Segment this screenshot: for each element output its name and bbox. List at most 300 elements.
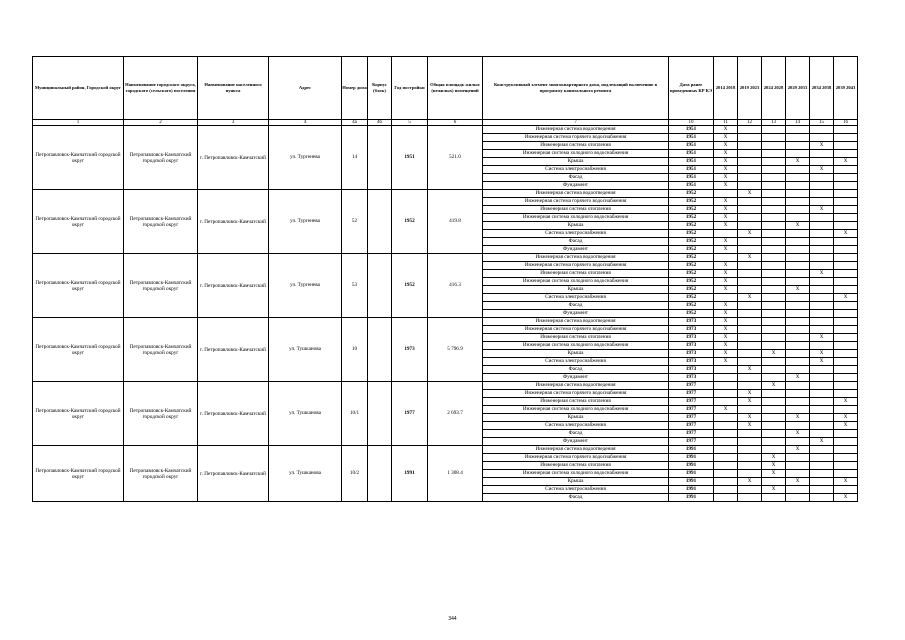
previous-repair-cell: 1952 (669, 246, 714, 254)
period-mark-cell (834, 486, 858, 494)
period-mark-cell (810, 278, 834, 286)
element-name-cell: Инженерная система холодного водоснабжения (483, 406, 669, 414)
period-mark-cell: X (786, 222, 810, 230)
period-mark-cell: X (714, 142, 738, 150)
previous-repair-cell: 1951 (669, 166, 714, 174)
previous-repair-cell: 1952 (669, 222, 714, 230)
period-mark-cell (810, 494, 834, 502)
period-mark-cell (834, 358, 858, 366)
period-mark-cell (810, 422, 834, 430)
element-name-cell: Инженерная система отопления (483, 334, 669, 342)
period-mark-cell (810, 382, 834, 390)
header-area: Общая площадь жилых (нежилых) помещений (428, 57, 483, 120)
previous-repair-cell: 1952 (669, 286, 714, 294)
previous-repair-cell: 1952 (669, 302, 714, 310)
period-mark-cell: X (834, 422, 858, 430)
period-mark-cell (738, 310, 762, 318)
period-mark-cell (810, 238, 834, 246)
page-number: 344 (448, 616, 457, 622)
period-mark-cell (738, 318, 762, 326)
period-mark-cell (786, 166, 810, 174)
period-mark-cell (810, 398, 834, 406)
period-mark-cell: X (786, 374, 810, 382)
period-mark-cell (762, 414, 786, 422)
locality-cell: г. Петропавловск-Камчатский (198, 382, 269, 446)
period-mark-cell (738, 286, 762, 294)
period-mark-cell: X (714, 310, 738, 318)
previous-repair-cell: 1973 (669, 318, 714, 326)
period-mark-cell (834, 278, 858, 286)
column-number: 4а (342, 120, 368, 126)
period-mark-cell (762, 494, 786, 502)
period-mark-cell (834, 166, 858, 174)
previous-repair-cell: 1973 (669, 358, 714, 366)
period-mark-cell (810, 406, 834, 414)
period-mark-cell (786, 254, 810, 262)
period-mark-cell: X (786, 158, 810, 166)
period-mark-cell: X (762, 350, 786, 358)
previous-repair-cell: 1951 (669, 142, 714, 150)
period-mark-cell (834, 366, 858, 374)
period-mark-cell (834, 198, 858, 206)
element-name-cell: Инженерная система отопления (483, 398, 669, 406)
period-mark-cell (762, 478, 786, 486)
header-period-2: 2019 2023 (738, 57, 762, 120)
header-year: Год постройки (392, 57, 428, 120)
period-mark-cell (714, 398, 738, 406)
element-name-cell: Крыша (483, 222, 669, 230)
element-name-cell: Инженерная система холодного водоснабжения (483, 278, 669, 286)
period-mark-cell (762, 190, 786, 198)
period-mark-cell (834, 302, 858, 310)
period-mark-cell (738, 238, 762, 246)
district-cell: Петропавловск-Камчатский городской округ (33, 382, 124, 446)
house-number-cell: 52 (342, 190, 368, 254)
period-mark-cell (762, 230, 786, 238)
previous-repair-cell: 1973 (669, 350, 714, 358)
element-name-cell: Система электроснабжения (483, 358, 669, 366)
period-mark-cell: X (762, 462, 786, 470)
period-mark-cell: X (714, 358, 738, 366)
period-mark-cell: X (786, 286, 810, 294)
previous-repair-cell: 1991 (669, 462, 714, 470)
column-number: 5 (392, 120, 428, 126)
settlement-cell: Петропавловск-Камчатский городской округ (124, 254, 198, 318)
previous-repair-cell: 1951 (669, 158, 714, 166)
period-mark-cell: X (762, 382, 786, 390)
district-cell: Петропавловск-Камчатский городской округ (33, 446, 124, 502)
address-cell: ул. Тушканова (269, 382, 342, 446)
period-mark-cell: X (834, 294, 858, 302)
address-cell: ул. Тургенева (269, 126, 342, 190)
header-period-1: 2014 2018 (714, 57, 738, 120)
block-cell (368, 382, 392, 446)
period-mark-cell (810, 342, 834, 350)
period-mark-cell (834, 462, 858, 470)
period-mark-cell (786, 366, 810, 374)
period-mark-cell (786, 350, 810, 358)
period-mark-cell (786, 326, 810, 334)
settlement-cell: Петропавловск-Камчатский городской округ (124, 318, 198, 382)
previous-repair-cell: 1977 (669, 414, 714, 422)
period-mark-cell (834, 454, 858, 462)
period-mark-cell: X (714, 158, 738, 166)
period-mark-cell (786, 438, 810, 446)
previous-repair-cell: 1951 (669, 134, 714, 142)
period-mark-cell (786, 494, 810, 502)
period-mark-cell (738, 222, 762, 230)
header-block: Корпус (блок) (368, 57, 392, 120)
address-cell: ул. Тургенева (269, 190, 342, 254)
period-mark-cell (738, 150, 762, 158)
period-mark-cell (810, 302, 834, 310)
previous-repair-cell: 1977 (669, 430, 714, 438)
element-name-cell: Инженерная система водоотведения (483, 382, 669, 390)
previous-repair-cell: 1952 (669, 190, 714, 198)
period-mark-cell (810, 150, 834, 158)
element-name-cell: Фундамент (483, 374, 669, 382)
period-mark-cell (762, 150, 786, 158)
previous-repair-cell: 1951 (669, 126, 714, 134)
period-mark-cell (762, 422, 786, 430)
period-mark-cell (714, 462, 738, 470)
header-element: Конструктивный элемент многоквартирного дома, подлежащий включению в программу капитального ремонта (483, 57, 669, 120)
period-mark-cell (714, 190, 738, 198)
period-mark-cell (762, 142, 786, 150)
element-name-cell: Инженерная система водоотведения (483, 254, 669, 262)
previous-repair-cell: 1952 (669, 206, 714, 214)
period-mark-cell (762, 238, 786, 246)
period-mark-cell (810, 222, 834, 230)
period-mark-cell (714, 374, 738, 382)
period-mark-cell (810, 198, 834, 206)
header-period-4: 2029 2033 (786, 57, 810, 120)
period-mark-cell (834, 134, 858, 142)
previous-repair-cell: 1977 (669, 422, 714, 430)
district-cell: Петропавловск-Камчатский городской округ (33, 190, 124, 254)
period-mark-cell (738, 382, 762, 390)
district-cell: Петропавловск-Камчатский городской округ (33, 318, 124, 382)
element-name-cell: Инженерная система горячего водоснабжения (483, 134, 669, 142)
table-row (33, 254, 858, 262)
period-mark-cell (738, 134, 762, 142)
column-number: 15 (810, 120, 834, 126)
period-mark-cell: X (714, 166, 738, 174)
period-mark-cell: X (714, 214, 738, 222)
period-mark-cell: X (786, 430, 810, 438)
period-mark-cell (762, 198, 786, 206)
period-mark-cell (738, 158, 762, 166)
period-mark-cell (786, 390, 810, 398)
previous-repair-cell: 1952 (669, 262, 714, 270)
period-mark-cell: X (714, 262, 738, 270)
header-period-6: 2039 2043 (834, 57, 858, 120)
period-mark-cell (762, 326, 786, 334)
period-mark-cell (810, 462, 834, 470)
period-mark-cell: X (810, 206, 834, 214)
period-mark-cell (834, 182, 858, 190)
period-mark-cell (834, 238, 858, 246)
period-mark-cell (834, 222, 858, 230)
element-name-cell: Инженерная система холодного водоснабжения (483, 214, 669, 222)
period-mark-cell (786, 150, 810, 158)
column-number: 7 (483, 120, 669, 126)
period-mark-cell (714, 294, 738, 302)
period-mark-cell (786, 398, 810, 406)
period-mark-cell (834, 350, 858, 358)
period-mark-cell: X (738, 398, 762, 406)
period-mark-cell (762, 206, 786, 214)
period-mark-cell (714, 446, 738, 454)
period-mark-cell: X (738, 230, 762, 238)
period-mark-cell (738, 166, 762, 174)
period-mark-cell (786, 486, 810, 494)
column-number: 12 (738, 120, 762, 126)
period-mark-cell (834, 318, 858, 326)
capital-repair-table (32, 56, 858, 502)
area-cell: 416.3 (428, 254, 483, 318)
period-mark-cell (738, 494, 762, 502)
element-name-cell: Инженерная система отопления (483, 462, 669, 470)
period-mark-cell (762, 366, 786, 374)
element-name-cell: Фундамент (483, 310, 669, 318)
period-mark-cell: X (738, 366, 762, 374)
period-mark-cell (714, 478, 738, 486)
period-mark-cell (786, 142, 810, 150)
period-mark-cell (738, 350, 762, 358)
period-mark-cell (810, 126, 834, 134)
element-name-cell: Крыша (483, 414, 669, 422)
period-mark-cell: X (834, 398, 858, 406)
element-name-cell: Крыша (483, 478, 669, 486)
house-number-cell: 10/2 (342, 446, 368, 502)
element-name-cell: Фасад (483, 366, 669, 374)
period-mark-cell (810, 158, 834, 166)
period-mark-cell (786, 358, 810, 366)
period-mark-cell (834, 246, 858, 254)
element-name-cell: Фасад (483, 430, 669, 438)
period-mark-cell (738, 358, 762, 366)
period-mark-cell (714, 382, 738, 390)
period-mark-cell (762, 182, 786, 190)
period-mark-cell (786, 462, 810, 470)
period-mark-cell: X (762, 486, 786, 494)
period-mark-cell (738, 446, 762, 454)
period-mark-cell (810, 174, 834, 182)
column-number: 13 (762, 120, 786, 126)
period-mark-cell (738, 262, 762, 270)
previous-repair-cell: 1977 (669, 438, 714, 446)
period-mark-cell: X (714, 350, 738, 358)
period-mark-cell (810, 182, 834, 190)
period-mark-cell (786, 182, 810, 190)
previous-repair-cell: 1952 (669, 270, 714, 278)
element-name-cell: Инженерная система отопления (483, 206, 669, 214)
period-mark-cell (762, 134, 786, 142)
house-number-cell: 53 (342, 254, 368, 318)
settlement-cell: Петропавловск-Камчатский городской округ (124, 382, 198, 446)
period-mark-cell (786, 318, 810, 326)
period-mark-cell (762, 374, 786, 382)
previous-repair-cell: 1973 (669, 366, 714, 374)
column-number: 4 (269, 120, 342, 126)
previous-repair-cell: 1991 (669, 454, 714, 462)
period-mark-cell (762, 278, 786, 286)
element-name-cell: Инженерная система отопления (483, 142, 669, 150)
period-mark-cell (810, 318, 834, 326)
area-cell: 1 308.4 (428, 446, 483, 502)
period-mark-cell (762, 286, 786, 294)
period-mark-cell (810, 262, 834, 270)
period-mark-cell: X (714, 342, 738, 350)
period-mark-cell (762, 446, 786, 454)
column-number: 2 (124, 120, 198, 126)
period-mark-cell: X (834, 414, 858, 422)
element-name-cell: Крыша (483, 286, 669, 294)
previous-repair-cell: 1973 (669, 326, 714, 334)
period-mark-cell (786, 302, 810, 310)
period-mark-cell (738, 406, 762, 414)
column-number: 3 (198, 120, 269, 126)
period-mark-cell (738, 486, 762, 494)
period-mark-cell (714, 438, 738, 446)
element-name-cell: Инженерная система водоотведения (483, 318, 669, 326)
period-mark-cell (834, 262, 858, 270)
period-mark-cell (738, 126, 762, 134)
element-name-cell: Инженерная система горячего водоснабжения (483, 390, 669, 398)
period-mark-cell: X (738, 478, 762, 486)
period-mark-cell (762, 214, 786, 222)
period-mark-cell: X (762, 454, 786, 462)
settlement-cell: Петропавловск-Камчатский городской округ (124, 446, 198, 502)
address-cell: ул. Тушканова (269, 318, 342, 382)
period-mark-cell (738, 430, 762, 438)
period-mark-cell (834, 150, 858, 158)
previous-repair-cell: 1951 (669, 182, 714, 190)
block-cell (368, 126, 392, 190)
block-cell (368, 190, 392, 254)
period-mark-cell: X (762, 470, 786, 478)
period-mark-cell: X (714, 286, 738, 294)
element-name-cell: Инженерная система горячего водоснабжения (483, 454, 669, 462)
house-number-cell: 10 (342, 318, 368, 382)
table-body (33, 126, 858, 502)
period-mark-cell (834, 390, 858, 398)
element-name-cell: Инженерная система водоотведения (483, 126, 669, 134)
period-mark-cell (834, 342, 858, 350)
element-name-cell: Инженерная система горячего водоснабжения (483, 198, 669, 206)
period-mark-cell (810, 214, 834, 222)
period-mark-cell (834, 430, 858, 438)
period-mark-cell: X (786, 478, 810, 486)
period-mark-cell (762, 222, 786, 230)
previous-repair-cell: 1952 (669, 310, 714, 318)
table-row (33, 126, 858, 134)
period-mark-cell (786, 238, 810, 246)
element-name-cell: Инженерная система холодного водоснабжения (483, 150, 669, 158)
period-mark-cell: X (834, 478, 858, 486)
column-number: 16 (834, 120, 858, 126)
period-mark-cell: X (810, 166, 834, 174)
period-mark-cell (762, 294, 786, 302)
period-mark-cell (762, 310, 786, 318)
period-mark-cell (762, 166, 786, 174)
element-name-cell: Инженерная система отопления (483, 270, 669, 278)
locality-cell: г. Петропавловск-Камчатский (198, 318, 269, 382)
period-mark-cell (810, 430, 834, 438)
period-mark-cell (738, 462, 762, 470)
period-mark-cell (810, 478, 834, 486)
period-mark-cell (834, 470, 858, 478)
period-mark-cell (810, 134, 834, 142)
previous-repair-cell: 1973 (669, 342, 714, 350)
period-mark-cell (738, 246, 762, 254)
area-cell: 419.8 (428, 190, 483, 254)
period-mark-cell (738, 214, 762, 222)
column-number: 6 (428, 120, 483, 126)
period-mark-cell (738, 182, 762, 190)
period-mark-cell: X (714, 134, 738, 142)
locality-cell: г. Петропавловск-Камчатский (198, 190, 269, 254)
period-mark-cell (834, 254, 858, 262)
element-name-cell: Инженерная система водоотведения (483, 190, 669, 198)
previous-repair-cell: 1952 (669, 294, 714, 302)
period-mark-cell (786, 174, 810, 182)
period-mark-cell (786, 198, 810, 206)
period-mark-cell (834, 214, 858, 222)
period-mark-cell: X (786, 446, 810, 454)
period-mark-cell: X (714, 278, 738, 286)
period-mark-cell: X (834, 158, 858, 166)
header-district: Муниципальный район, Городской округ (33, 57, 124, 120)
period-mark-cell (762, 358, 786, 366)
period-mark-cell (786, 270, 810, 278)
period-mark-cell (810, 454, 834, 462)
period-mark-cell: X (714, 206, 738, 214)
period-mark-cell (738, 454, 762, 462)
period-mark-cell: X (714, 238, 738, 246)
period-mark-cell: X (714, 126, 738, 134)
block-cell (368, 446, 392, 502)
period-mark-cell (834, 446, 858, 454)
period-mark-cell: X (714, 270, 738, 278)
address-cell: ул. Тушканова (269, 446, 342, 502)
previous-repair-cell: 1951 (669, 174, 714, 182)
period-mark-cell (786, 126, 810, 134)
period-mark-cell (762, 174, 786, 182)
period-mark-cell (810, 414, 834, 422)
period-mark-cell (786, 262, 810, 270)
column-number: 11 (714, 120, 738, 126)
period-mark-cell (786, 470, 810, 478)
previous-repair-cell: 1977 (669, 398, 714, 406)
period-mark-cell (786, 310, 810, 318)
period-mark-cell (834, 270, 858, 278)
address-cell: ул. Тургенева (269, 254, 342, 318)
period-mark-cell (786, 190, 810, 198)
period-mark-cell: X (714, 334, 738, 342)
settlement-cell: Петропавловск-Камчатский городской округ (124, 190, 198, 254)
element-name-cell: Фундамент (483, 438, 669, 446)
period-mark-cell: X (834, 230, 858, 238)
previous-repair-cell: 1991 (669, 494, 714, 502)
element-name-cell: Система электроснабжения (483, 486, 669, 494)
element-name-cell: Фасад (483, 302, 669, 310)
previous-repair-cell: 1952 (669, 230, 714, 238)
period-mark-cell (810, 374, 834, 382)
period-mark-cell: X (714, 182, 738, 190)
period-mark-cell: X (738, 190, 762, 198)
